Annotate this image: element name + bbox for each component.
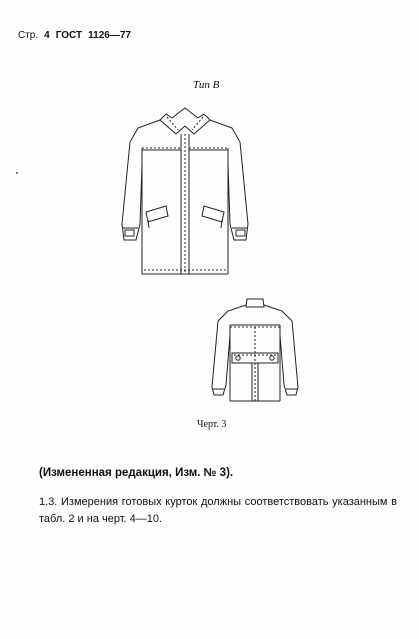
amendment-note: (Измененная редакция, Изм. № 3). [39,467,234,479]
scan-speck [16,172,18,174]
jacket-back-drawing [208,295,302,407]
figure-type-label: Тип В [193,79,220,91]
figure-caption: Черт. 3 [197,419,227,430]
page-header [18,30,131,41]
page-number: 4 [44,30,50,41]
jacket-front-drawing [118,104,252,284]
standard-label: ГОСТ [55,30,83,41]
page-prefix: Стр. [18,30,39,41]
paragraph-1-3: 1.3. Измерения готовых курток должны соответствовать указанным в табл. 2 и на черт. 4—10. [39,496,397,525]
standard-number: 1126—77 [88,30,131,41]
